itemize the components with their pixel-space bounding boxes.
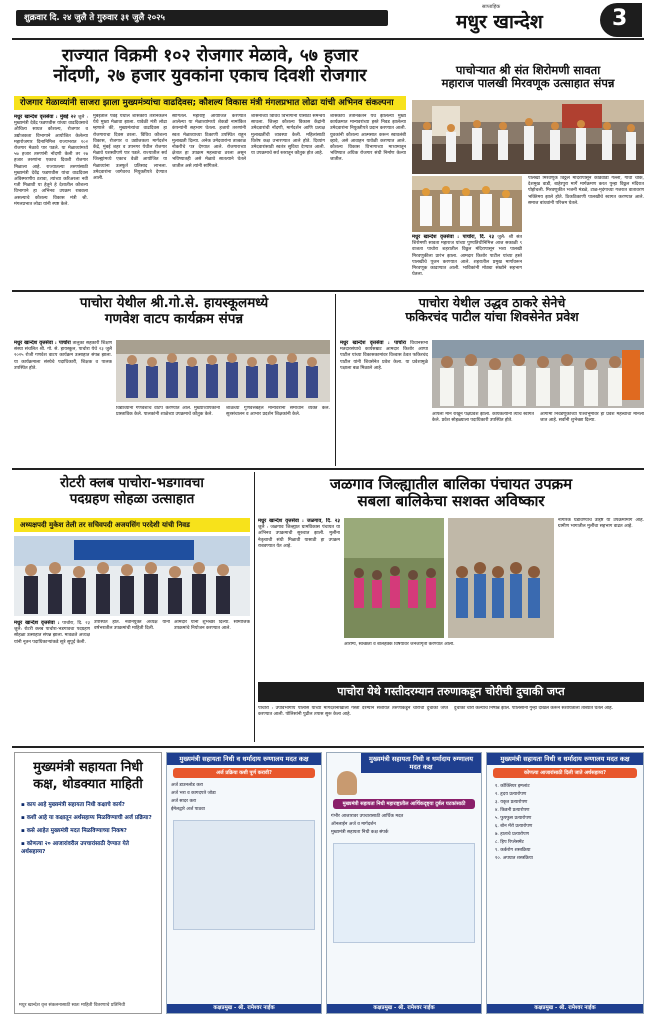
story5-headline-line2: पदग्रहण सोहळा उत्साहात xyxy=(69,490,195,507)
story4-headline xyxy=(340,296,644,325)
ad3-pill: कोणत्या आजारांसाठी दिली जाते अर्थसहाय्य? xyxy=(493,768,637,778)
story5-col3: आमदार यांनी शुभेच्छा दिल्या. सामाजिक उपक्रमांचे नियोजन करण्यात आले. xyxy=(174,620,250,632)
story6-headline-line2: सबला बालिकेचा सशक्त अविष्कार xyxy=(357,492,545,511)
story3-col3: शाळेच्या गुणवत्तेबद्दल मान्यवरांनी समाधान व्यक्त केले. सूत्रसंचालन व आभार प्रदर्शन शिक्षकांनी केले. xyxy=(226,406,330,418)
question-2-text: कशी आहे या कक्षातून अर्थसहाय्य मिळविण्याची अर्ज प्रक्रिया? xyxy=(26,815,152,821)
story1-headline xyxy=(14,46,406,86)
question-1-text: काय आहे मुख्यमंत्री सहायता निधी कक्षाचे कार्य? xyxy=(26,802,125,808)
girls-panchayat-photo-art xyxy=(344,518,444,638)
story4-col1-text: विधानसभा मतदारसंघाचे कार्यसम्राट आमदार किशोर आप्पा पाटील यांच्या विकासकामांवर विश्वास ठेवत फकिरचंद पाटील यांनी शिवसेनेत प्रवेश केला. या प्रवेशामुळे पक्षाला बळ मिळाले आहे. xyxy=(340,341,428,371)
ad3-item-3: ३. यकृत प्रत्यारोपण xyxy=(495,800,528,805)
question-3: ▪ कसे आहेत मुख्यमंत्री मदत मिळविण्याच्या निकष? xyxy=(21,828,127,834)
ad3-item-6: ६. बोन मॅरो प्रत्यारोपण xyxy=(495,824,533,829)
story1-col1-text: जुलै : मुख्यमंत्री देवेंद्र फडणवीस यांच्या वाढदिवसाचे औचित्य साधत कौशल्य, रोजगार व उद्योजकता विभागाने आयोजित केलेल्या महारोजगार दिनानिमित्त राज्यभरात १०२ रोजगार मेळावे पार पडले. या मेळाव्यांमध्ये ५७ हजार तरुणांनी नोंदणी केली तर २७ हजार तरुणांना एकाच दिवशी रोजगार मिळाला आहे. राज्यातल्या तरुणांसाठी मुख्यमंत्री देवेंद्र फडणवीस यांचा वाढदिवस अविस्मरणीय ठरावा, त्यांच्या करिअरला नवी गती मिळावी या हेतूने हे देशातील कौशल्य विभागाने हा अभिनव उपक्रम राबवला असल्याचे कौशल्य विकास मंत्री श्री. मंगलप्रभात लोढा यांनी स्पष्ट केले. xyxy=(14,115,88,207)
story1-col4: शासनाच्या विविध विभागांनी यासाठी समन्वय साधला. जिल्हा कौशल्य विकास केंद्रांनी उमेदवारांची नोंदणी, मार्गदर्शन आणि प्रत्यक्ष मुलाखतींची व्यवस्था केली. महिलांसाठी विशेष कक्ष उभारण्यात आले होते. दिव्यांग उमेदवारांसाठी स्वतंत्र सुविधा देण्यात आली. या उपक्रमाचे सर्व स्तरातून कौतुक होत आहे. xyxy=(251,114,325,157)
story5-headline xyxy=(14,476,250,507)
story5-byline: मधुर खान्देश वृत्तसेवा : xyxy=(14,620,60,626)
uniform-photo-art xyxy=(116,340,330,402)
ad2-pill: मुख्यमंत्री सहायता निधी महाराष्ट्रातील आर्थिकदृष्ट्या दुर्बल घटकांसाठी xyxy=(333,799,475,809)
ad1-line-1: अर्ज डाउनलोड करा xyxy=(171,783,203,788)
ad3-item-5: ५. फुफ्फुस प्रत्यारोपण xyxy=(495,816,532,821)
cm-relief-ad-3 xyxy=(486,752,644,1014)
story1-col5: शासकीय तंत्रनिकेतन येथे झालेल्या मुख्य कार्यक्रमात मान्यवरांच्या हस्ते निवड झालेल्या उमेदवारांना नियुक्तीपत्रे प्रदान करण्यात आली. युवकांनी कौशल्य आत्मसात करून स्वावलंबी व्हावे, असे आवाहन यावेळी करण्यात आले. कौशल्य विकास विभागाच्या माध्यमातून भविष्यात अधिक रोजगार संधी निर्माण केल्या जातील. xyxy=(330,114,406,163)
dateline-bar xyxy=(16,10,388,26)
ad3-item-9: ९. कर्करोग शस्त्रक्रिया xyxy=(495,848,531,853)
procession-photo-art xyxy=(412,100,644,174)
story4-col1 xyxy=(340,340,428,462)
page-number-badge xyxy=(600,3,642,37)
story5-strap: अध्यक्षपदी मुकेश तेली तर सचिवपदी अजयसिंग परदेशी यांची निवड xyxy=(14,518,250,532)
ad3-item-2: २. हृदय प्रत्यारोपण xyxy=(495,792,527,797)
question-4: ▪ कोणत्या २० आजारांवरील उपचारांसाठी देण्यात येते अर्थसहाय्य? xyxy=(21,841,129,855)
story4-headline-line2: फकिरचंद पाटील यांचा शिवसेनेत प्रवेश xyxy=(405,309,579,325)
story3-col1-text: तालुका सहकारी शिक्षण संस्था संचलित श्री. गो. से. हायस्कूल, पाचोरा येथे २३ जुलै २०२५ रोजी गणवेश वाटप कार्यक्रम उत्साहात संपन्न झाला. या कार्यक्रमाला संस्थेचे पदाधिकारी, शिक्षक व पालक उपस्थित होते. xyxy=(14,341,112,371)
cm-relief-info-title: मुख्यमंत्री सहायता निधी कक्ष, थोडक्यात माहिती xyxy=(33,760,143,792)
girls-group-photo-art xyxy=(448,518,554,638)
story5-col2: उपस्थित होते. नवनियुक्त अध्यक्ष यांनी वर्षभरातील उपक्रमांची माहिती दिली. xyxy=(94,620,170,632)
ad2-title: मुख्यमंत्री सहायता निधी व धर्मादाय रुग्णालय मदत कक्ष xyxy=(361,753,481,773)
cm-relief-info-footer: मधुर खान्देश वृत्त संकलनासाठी स्वतः माहिती वितरणाचे प्रतिनिधी xyxy=(19,1003,126,1008)
story4-col2: आपला मान राखून पक्षप्रवेश झाला. कार्यकर्त्यांनी त्यांचे स्वागत केले. प्रवेश सोहळ्याला पदाधिकारी उपस्थित होते. xyxy=(432,412,534,424)
ad2-line-2: ऑनलाईन अर्ज व मार्गदर्शन xyxy=(331,822,376,827)
story2-headline-line1: पाचोऱ्यात श्री संत शिरोमणी सावता xyxy=(455,63,601,77)
question-1: ▪ काय आहे मुख्यमंत्री सहायता निधी कक्षाचे कार्य? xyxy=(21,802,125,808)
story6-headline xyxy=(258,476,644,511)
procession-photo xyxy=(412,100,644,174)
vdivider-2 xyxy=(254,472,255,742)
ad1-line-4: ईमेलद्वारे अर्ज पाठवा xyxy=(171,807,205,812)
story5-col1 xyxy=(14,620,90,738)
question-3-text: कसे आहेत मुख्यमंत्री मदत मिळविण्याच्या निकष? xyxy=(26,828,127,834)
cm-relief-info-box xyxy=(14,752,162,1014)
story6-col1-text: जुलै : जळगाव जिल्ह्यात ग्रामविकास पंचायत या अभिनव उपक्रमाची सुरुवात झाली. मुलींना नेतृत्वाची संधी मिळावी यासाठी हा उपक्रम राबवण्यात येत आहे. xyxy=(258,525,340,549)
ad1-footer: कक्षप्रमुख - श्री. रामेश्वर नाईक xyxy=(167,1004,321,1013)
story4-col3: आगामी निवडणुकीच्या पार्श्वभूमीवर हा प्रवेश महत्त्वाचा मानला जात आहे. सर्वांनी शुभेच्छा दिल्या. xyxy=(540,412,644,424)
story6-col3: नागरिक घडविण्याचे उद्दिष्ट या उपक्रमामागे आहे. ग्रामीण भागातील मुलींचा सहभाग वाढत आहे. xyxy=(558,518,644,530)
story4-byline: मधुर खान्देश वृत्तसेवा : पाचोरा xyxy=(340,340,407,346)
vdivider-1 xyxy=(335,294,336,466)
ad3-title: मुख्यमंत्री सहायता निधी व धर्मादाय रुग्णालय मदत कक्ष xyxy=(487,753,643,765)
ad1-pill: अर्ज प्रक्रिया कशी पूर्ण करावी? xyxy=(173,768,315,778)
paper-name: मधुर खान्देश xyxy=(456,11,543,33)
divider-3 xyxy=(12,746,644,748)
cm-relief-ad-1 xyxy=(166,752,322,1014)
story7-col1: पाचोरा : उपविभागीय पोलीस यांच्या मार्गदर्शनाखाली गस्ती दरम्यान संशयित तरुणाकडून चोरीची दुचाकी जप्त करण्यात आली. पोलिसांनी पुढील तपास सुरू केला आहे. xyxy=(258,706,448,718)
story2-headline xyxy=(412,64,644,90)
cm-relief-ad-2 xyxy=(326,752,482,1014)
story3-headline-line1: पाचोरा येथील श्री.गो.से. हायस्कूलमध्ये xyxy=(79,295,269,311)
story6-headline-line1: जळगाव जिल्ह्यातील बालिका पंचायत उपक्रम xyxy=(329,475,573,493)
ad1-line-3: अर्ज सादर करा xyxy=(171,799,197,804)
story5-headline-line1: रोटरी क्लब पाचोरा-भडगावचा xyxy=(60,475,204,491)
story1-col3: सांगितले. महाराष्ट्र आयोजित करण्यात आलेल्या या मेळाव्यांमध्ये शेकडो नामांकित कंपन्यांनी सहभाग घेतला. हजारो तरुणांनी स्वतः मेळाव्याच्या ठिकाणी उपस्थित राहून मुलाखती दिल्या. अनेक उमेदवारांना तात्काळ नोकरीचे पत्र देण्यात आले. रोजगाराच्या क्षेत्रात हा उपक्रम महत्त्वाचा ठरला असून भविष्यातही असे मेळावे सातत्याने घेतले जातील असे त्यांनी सांगितले. xyxy=(172,114,246,169)
story5-col1-text: पाचोरा, दि. २३ जुलै: रोटरी क्लब पाचोरा-भडगावचा पदग्रहण सोहळा उत्साहात संपन्न झाला. मावळते अध्यक्ष यांनी नूतन पदाधिकाऱ्यांकडे सूत्रे सुपूर्द केली. xyxy=(14,621,90,645)
masthead-rule xyxy=(12,38,644,40)
ad2-footer: कक्षप्रमुख - श्री. रामेश्वर नाईक xyxy=(327,1004,481,1013)
ad3-item-7: ७. हाताचे प्रत्यारोपण xyxy=(495,832,529,837)
girls-group-photo xyxy=(448,518,554,638)
party-entry-photo-art xyxy=(432,340,644,408)
story6-byline: मधुर खान्देश वृत्तसेवा : जळगाव, दि. २३ xyxy=(258,518,340,524)
paper-tag: साप्ताहिक xyxy=(482,4,501,10)
ad1-title: मुख्यमंत्री सहायता निधी व धर्मादाय रुग्णालय मदत कक्ष xyxy=(167,753,321,765)
story1-strap: रोजगार मेळाव्यांनी साजरा झाला मुख्यमंत्र्यांचा वाढदिवस; कौशल्य विकास मंत्री मंगलप्रभात लोढा यांची अभिनव संकल्पना xyxy=(14,96,406,110)
story6-col1 xyxy=(258,518,340,678)
ad3-item-8: ८. हिप रिप्लेसमेंट xyxy=(495,840,524,845)
story7-headline: पाचोरा येथे गस्तीदरम्यान तरुणाकडून चोरीची दुचाकी जप्त xyxy=(337,685,565,698)
story4-headline-line1: पाचोरा येथील उद्धव ठाकरे सेनेचे xyxy=(418,295,566,310)
story3-headline-line2: गणवेश वाटप कार्यक्रम संपन्न xyxy=(104,310,244,327)
ad3-item-4: ४. किडनी प्रत्यारोपण xyxy=(495,808,530,813)
question-2: ▪ कशी आहे या कक्षातून अर्थसहाय्य मिळविण्याची अर्ज प्रक्रिया? xyxy=(21,815,152,821)
page-number: 3 xyxy=(612,6,628,31)
story2-col1-text: जुलै: श्री संत शिरोमणी सावता महाराज यांच्या पुण्यतिथीनिमित्त आज सकाळी ९ वाजता पाचोरा शहरातील विठ्ठल मंदिरापासून भव्य पालखी मिरवणुकीला प्रारंभ झाला. आमदार किशोर पाटील यांच्या हस्ते पालखीचे पूजन करण्यात आले. शहरातील प्रमुख मार्गांवरून मिरवणूक काढण्यात आली. भाविकांनी मोठ्या संख्येने सहभाग घेतला. xyxy=(412,235,522,278)
story3-byline: मधुर खान्देश वृत्तसेवा : पाचोरा xyxy=(14,340,71,346)
ad2-line-1: गंभीर आजारावर उपचारासाठी आर्थिक मदत xyxy=(331,814,404,819)
rotary-photo xyxy=(14,536,250,616)
story2-byline: मधुर खान्देश वृत्तसेवा : पाचोरा, दि. २३ xyxy=(412,234,495,240)
story6-col2: आरोग्य, स्वच्छता व बालहक्क विषयांवर जनजागृती करण्यात आली. xyxy=(344,642,455,647)
story2-col2: पालखी मिरवणूक विठ्ठल मंदिरापासून कोंडवाडा गल्ली, गांधी चौक, देशमुख वाडी, बाहेरपुरा मार्गे मार्गक्रमण करत पुन्हा विठ्ठल मंदिरात पोहोचली. मिरवणुकीत भजनी मंडळे, टाळ-मृदंगाच्या गजरात वातावरण भक्तिमय झाले होते. ठिकठिकाणी पालखीचे स्वागत करण्यात आले. समाज बांधवांनी परिश्रम घेतले. xyxy=(528,176,644,206)
rotary-photo-art xyxy=(14,536,250,616)
story2-headline-line2: महाराज पालखी मिरवणूक उत्साहात संपन्न xyxy=(441,76,615,91)
story1-body xyxy=(14,114,406,284)
ad2-portrait xyxy=(337,771,357,795)
question-4-text: कोणत्या २० आजारांवरील उपचारांसाठी देण्यात येते अर्थसहाय्य? xyxy=(21,841,129,855)
divider-2 xyxy=(12,468,644,470)
story2-col1-block xyxy=(412,234,522,286)
story7-headline-bar xyxy=(258,682,644,702)
story2-body xyxy=(412,176,644,286)
dateline: शुक्रवार दि. २४ जुलै ते गुरुवार ३१ जुलै २०२५ xyxy=(24,13,165,23)
story3-col1 xyxy=(14,340,112,460)
ad2-line-3: मुख्यमंत्री सहायता निधी कक्ष संपर्क xyxy=(331,830,389,835)
ad3-item-1: १. कॉक्लियर इम्प्लांट xyxy=(495,784,530,789)
ad2-content-block xyxy=(333,843,475,943)
story1-col1 xyxy=(14,114,88,282)
ad1-line-2: अर्ज भरा व कागदपत्रे जोडा xyxy=(171,791,216,796)
party-entry-photo xyxy=(432,340,644,408)
story1-col2: मुंबईतील पवई येथील शासकीय तंत्रनिकेतन येथे मुख्य मेळावा झाला. यावेळी मंत्री लोढा म्हणाले की, मुख्यमंत्र्यांचा वाढदिवस हा रोजगाराचा दिवस ठरला. विविध कौशल्य विकास, रोजगार व उद्योजकता मार्गदर्शन केंद्रे, मुंबई शहर व उपनगर येथील रोजगार मेळावे यशस्वीपणे पार पडले. राज्यातील सर्व जिल्ह्यांमध्ये एकाच वेळी आयोजित या मेळाव्यांना उत्स्फूर्त प्रतिसाद लाभला. उमेदवारांना जागेवरच नियुक्तीपत्रे देण्यात आली. xyxy=(93,114,167,182)
masthead xyxy=(0,0,657,42)
story3-col2: विद्यार्थ्यांना गणवेशाचे वाटप करण्यात आले. मुख्याध्यापकांनी प्रास्ताविक केले. पालकांनी शाळेच्या उपक्रमाचे कौतुक केले. xyxy=(116,406,220,418)
story1-byline: मधुर खान्देश वृत्तसेवा : मुंबई २२ xyxy=(14,114,76,120)
story3-headline xyxy=(14,296,334,327)
ad3-disease-list xyxy=(487,781,643,865)
ad3-footer: कक्षप्रमुख - श्री. रामेश्वर नाईक xyxy=(487,1004,643,1013)
ad1-content-block xyxy=(173,820,315,930)
story1-headline-line2: नोंदणी, २७ हजार युवकांना एकाच दिवशी रोजगार xyxy=(53,66,367,87)
story1-headline-line1: राज्यात विक्रमी १०२ रोजगार मेळावे, ५७ हजार xyxy=(62,46,358,66)
divider-1 xyxy=(12,290,644,292)
cm-relief-question-list xyxy=(15,799,161,858)
story7-col2: दुचाकी चोरी केल्याचे निष्पन्न झाले. पोलिसांनी गुन्हा दाखल करून संशयिताला ताब्यात घेतले आहे. xyxy=(454,706,613,711)
ad3-item-10: १०. अपघात शस्त्रक्रिया xyxy=(495,856,533,861)
girls-panchayat-photo xyxy=(344,518,444,638)
uniform-photo xyxy=(116,340,330,402)
